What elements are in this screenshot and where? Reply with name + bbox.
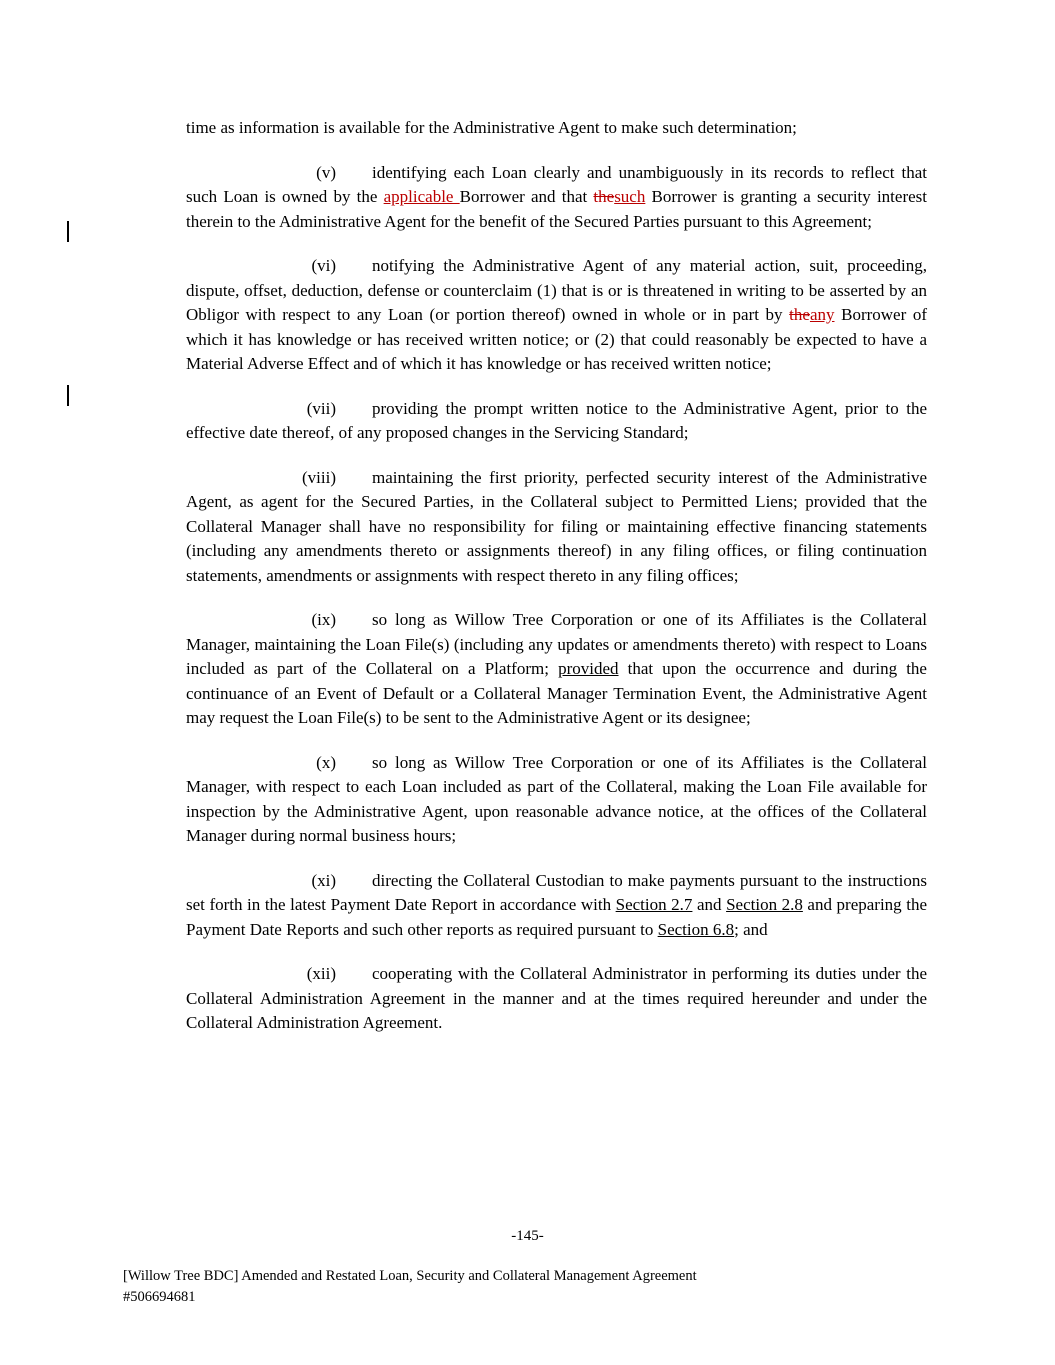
body-paragraph bbox=[186, 116, 927, 141]
clause-number: (ix) bbox=[311, 610, 336, 629]
clause-number: (xi) bbox=[311, 870, 336, 890]
clause-number: (vii) bbox=[306, 398, 336, 418]
text-run: maintaining the first priority, perfected security interest of the Administrative Agent, as agent for the Secured Parties, in the Collateral subject to Permitted Liens; provided that the Collateral Manager shall have no responsibility for filing or maintaining effective financing statements (including any amendments thereto or assignments thereof) in any filing offices, or filing continuation statements, amendments or assignments with respect thereto in any filing offices; bbox=[186, 467, 927, 585]
clause-paragraph bbox=[186, 161, 927, 235]
deleted-text: the bbox=[789, 305, 810, 324]
clause-paragraph bbox=[186, 869, 927, 943]
text-run: notifying the Administrative Agent of any material action, suit, proceeding, dispute, offset, deduction, defense or counterclaim (1) that is or is threatened in writing to be asserted by an Obligor with respect to any Loan (or portion thereof) owned in whole or in part by bbox=[186, 256, 927, 324]
text-run: providing the prompt written notice to the Administrative Agent, prior to the effective date thereof, of any proposed changes in the Servicing Standard; bbox=[186, 398, 927, 442]
clause-paragraph bbox=[186, 466, 927, 589]
text-run: Borrower is granting a security interest therein to the Administrative Agent for the benefit of the Secured Parties pursuant to this Agreement; bbox=[186, 187, 927, 231]
inserted-text: applicable bbox=[383, 187, 460, 206]
text-run: that upon the occurrence and during the continuance of an Event of Default or a Collateral Manager Termination Event, the Administrative Agent may request the Loan File(s) to be sent to the Administrative Agent or its designee; bbox=[186, 659, 927, 727]
clause-paragraph bbox=[186, 962, 927, 1036]
inserted-text: such bbox=[614, 187, 646, 206]
text-run: so long as Willow Tree Corporation or one of its Affiliates is the Collateral Manager, with respect to each Loan included as part of the Collateral, making the Loan File available for inspection by the Administrative Agent, upon reasonable advance notice, at the offices of the Collateral Manager during normal business hours; bbox=[186, 752, 927, 845]
footer-document-id: #506694681 bbox=[123, 1289, 196, 1305]
document-footer bbox=[123, 1266, 955, 1308]
clause-paragraph bbox=[186, 397, 927, 446]
clause-number: (vi) bbox=[311, 256, 336, 275]
deleted-text: the bbox=[593, 187, 615, 206]
revision-change-bar bbox=[67, 221, 69, 242]
text-run: time as information is available for the Administrative Agent to make such determination; bbox=[186, 118, 797, 137]
clause-number: (xii) bbox=[306, 964, 336, 983]
underlined-text: Section 2.8 bbox=[726, 895, 803, 914]
document-body bbox=[186, 116, 927, 1056]
page-number: -145- bbox=[511, 1228, 544, 1244]
inserted-text: any bbox=[809, 305, 835, 324]
text-run: ; and bbox=[734, 919, 768, 939]
clause-number: (v) bbox=[316, 162, 336, 182]
text-run: and bbox=[692, 895, 727, 914]
clause-paragraph bbox=[186, 751, 927, 849]
text-run: directing the Collateral Custodian to make payments pursuant to the instructions set forth in the latest Payment Date Report in accordance with bbox=[186, 870, 927, 914]
underlined-text: Section 6.8 bbox=[657, 919, 735, 939]
text-run: cooperating with the Collateral Administrator in performing its duties under the Collateral Administration Agreement in the manner and at the times required hereunder and under the Collateral Administration Agreement. bbox=[186, 964, 927, 1032]
text-run: and preparing the Payment Date Reports and such other reports as required pursuant to bbox=[186, 895, 927, 939]
clause-number: (x) bbox=[316, 752, 336, 772]
footer-title: [Willow Tree BDC] Amended and Restated Loan, Security and Collateral Management Agreement bbox=[123, 1268, 697, 1284]
clause-paragraph bbox=[186, 608, 927, 731]
clause-number: (viii) bbox=[302, 467, 336, 487]
text-run: Borrower and that bbox=[459, 187, 594, 206]
underlined-text: provided bbox=[558, 659, 619, 678]
text-run: Borrower of which it has knowledge or has received written notice; or (2) that could reasonably be expected to have a Material Adverse Effect and of which it has knowledge or has received written notice; bbox=[186, 305, 928, 373]
clause-paragraph bbox=[186, 254, 927, 377]
text-run: so long as Willow Tree Corporation or one of its Affiliates is the Collateral Manager, maintaining the Loan File(s) (including any updates or amendments thereto) with respect to Loans included as part of the Collateral on a Platform; bbox=[186, 610, 927, 678]
revision-change-bar bbox=[67, 385, 69, 406]
underlined-text: Section 2.7 bbox=[615, 895, 693, 914]
text-run: identifying each Loan clearly and unambiguously in its records to reflect that such Loan is owned by the bbox=[186, 162, 927, 206]
